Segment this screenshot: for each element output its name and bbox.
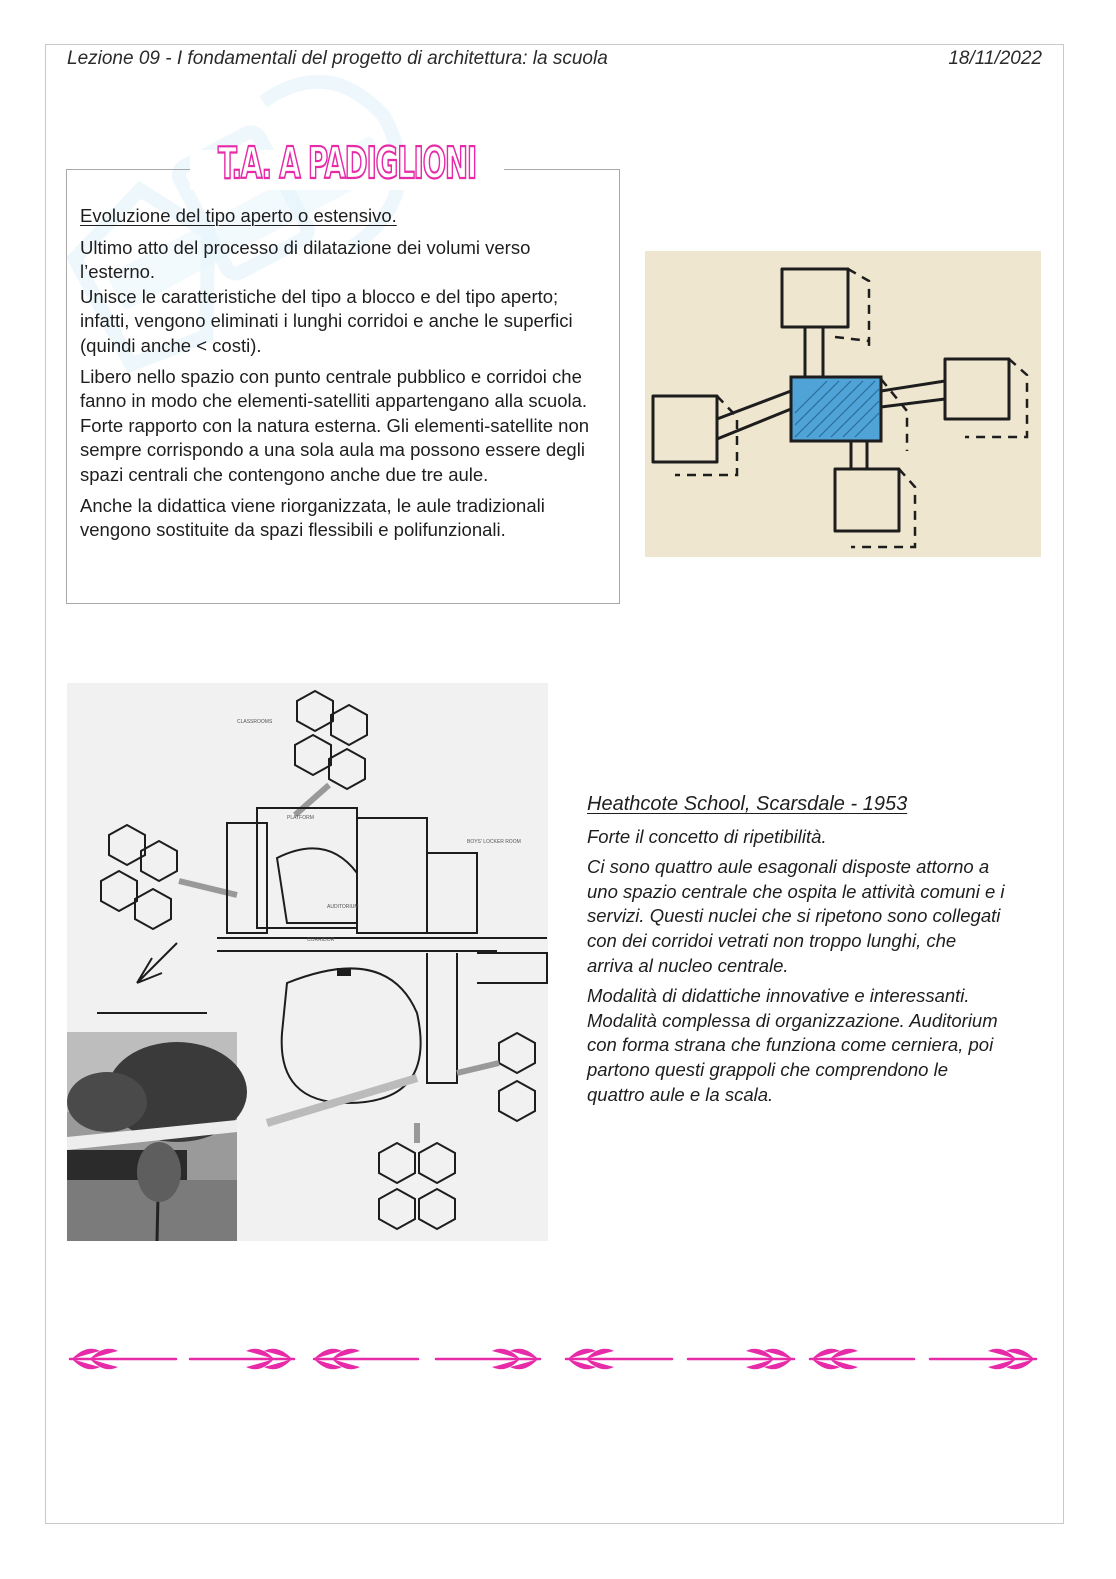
section-title-text: T.A. A PADIGLIONI — [218, 138, 476, 189]
date-header: 18/11/2022 — [948, 48, 1042, 69]
leaf-divider-icon — [66, 1336, 1041, 1382]
paragraph: Unisce le caratteristiche del tipo a blocco e del tipo aperto; infatti, vengono eliminati i lunghi corridoi e anche le superfici (quindi anche < costi). — [80, 285, 573, 356]
paragraph: Ultimo atto del processo di dilatazione dei volumi verso l’esterno. — [80, 236, 531, 283]
section-title — [190, 131, 504, 191]
svg-text:BOYS' LOCKER ROOM: BOYS' LOCKER ROOM — [467, 839, 521, 845]
section-body — [80, 204, 610, 549]
paragraph: Forte rapporto con la natura esterna. Gli elementi-satellite non sempre corrispondo a una sola aula ma possono essere degli spazi centrali che contengono anche due tre aule. — [80, 414, 590, 485]
svg-text:CORRIDOR: CORRIDOR — [307, 937, 335, 943]
case-study — [587, 792, 1007, 1113]
school-photo — [67, 1032, 237, 1241]
svg-text:CLASSROOMS: CLASSROOMS — [237, 719, 273, 725]
case-paragraph: Ci sono quattro aule esagonali disposte attorno a uno spazio centrale che ospita le attività comuni e i servizi. Questi nuclei che si ripetono sono collegati con dei corridoi vetrati non troppo lunghi, che arriva al nucleo centrale. — [587, 856, 1005, 976]
lesson-header: Lezione 09 - I fondamentali del progetto di architettura: la scuola — [67, 48, 608, 69]
pavilion-sketch-icon — [645, 251, 1041, 557]
case-paragraph: Forte il concetto di ripetibilità. — [587, 825, 827, 847]
case-paragraph: Modalità di didattiche innovative e interessanti. Modalità complessa di organizzazione. Auditorium con forma strana che funziona come cerniera, poi partono questi grappoli che comprendono le quattro aule e la scala. — [587, 985, 998, 1105]
svg-text:AUDITORIUM: AUDITORIUM — [327, 904, 359, 910]
svg-text:PLATFORM: PLATFORM — [287, 815, 314, 821]
paragraph: Anche la didattica viene riorganizzata, le aule tradizionali vengono sostituite da spazi flessibili e polifunzionali. — [80, 494, 545, 541]
paragraph: Libero nello spazio con punto centrale pubblico e corridoi che fanno in modo che elementi-satelliti appartengano alla scuola. — [80, 365, 588, 412]
section-subtitle: Evoluzione del tipo aperto o estensivo. — [80, 205, 397, 226]
case-study-title: Heathcote School, Scarsdale - 1953 — [587, 793, 908, 815]
